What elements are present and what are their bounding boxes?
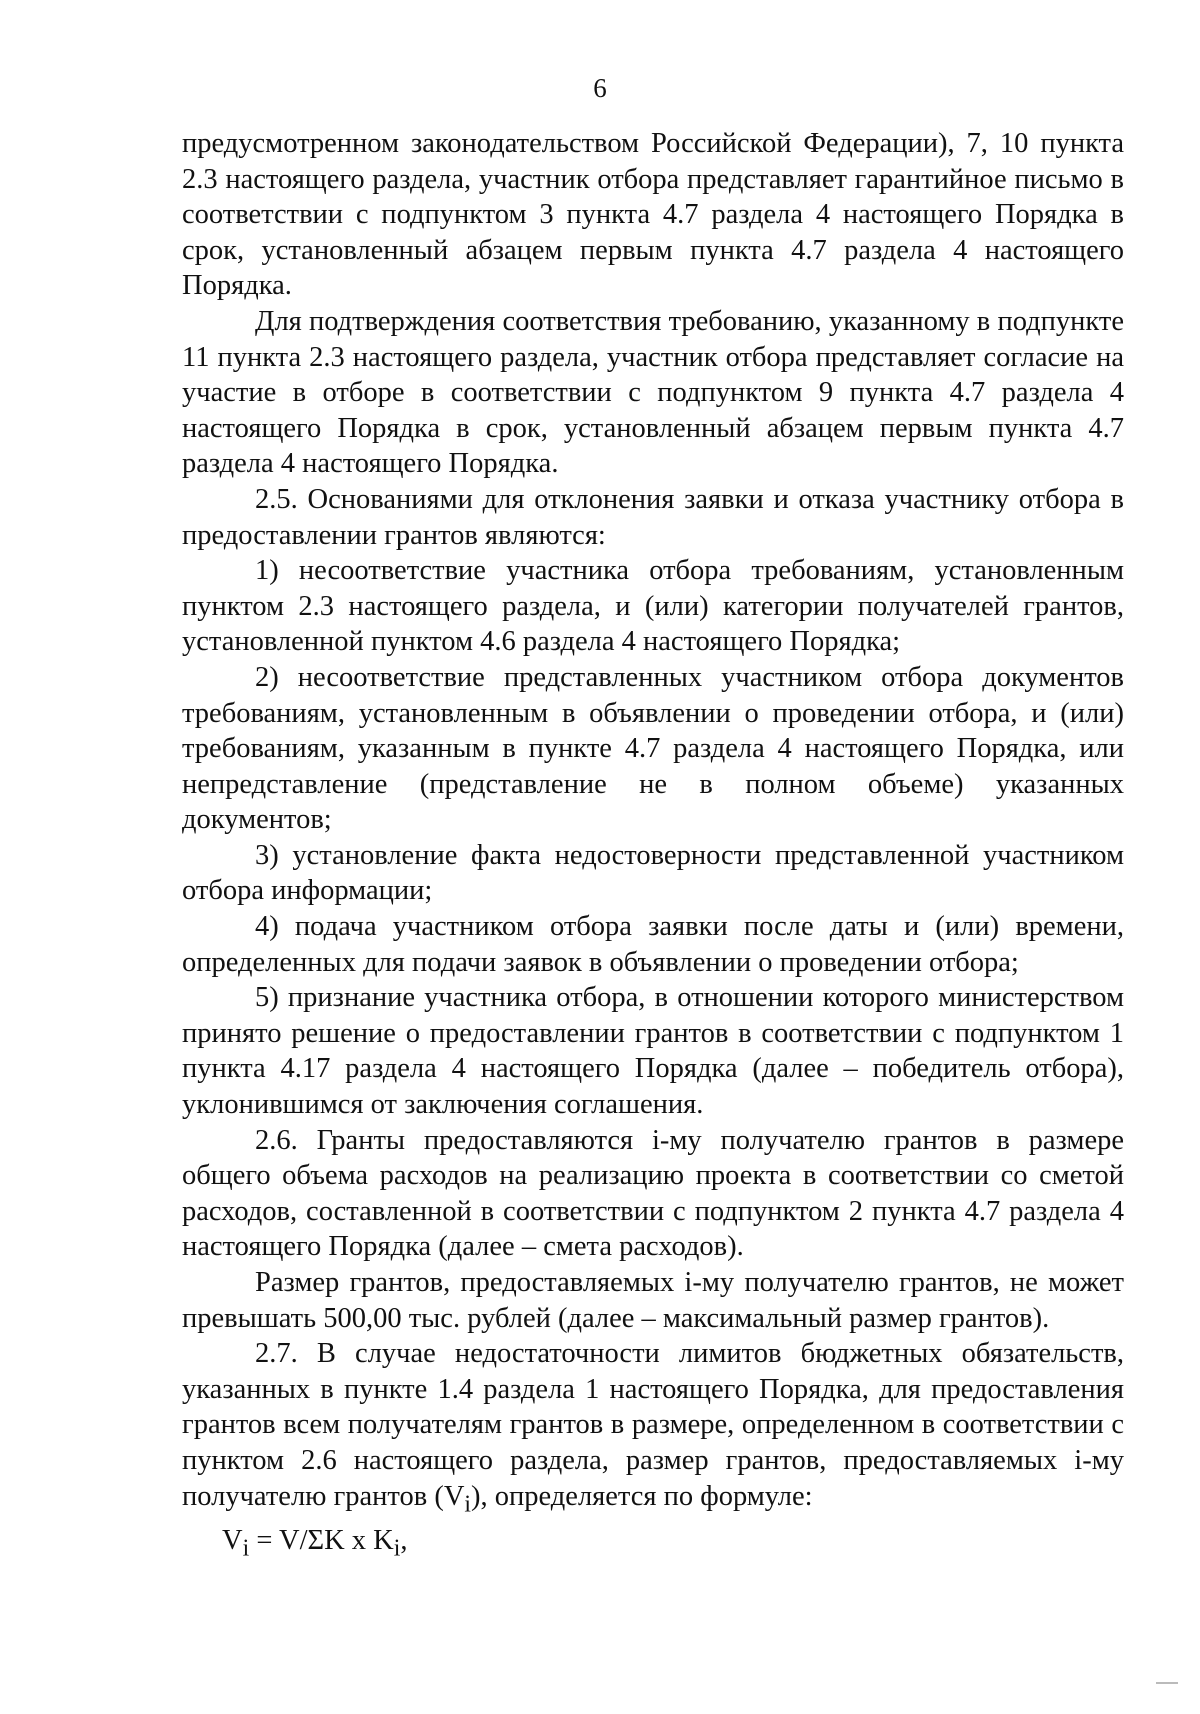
paragraph-2-6: 2.6. Гранты предоставляются i-му получателю грантов в размере общего объема расходов на реализацию проекта в соответствии со сметой расходов, составленной в соответствии с подпунктом 2 пункта 4.7 раздела 4 настоящего Порядка (далее – смета расходов). xyxy=(182,1124,1124,1263)
paragraph-2-7-tail: ), определяется по формуле: xyxy=(471,1480,813,1512)
paragraph-2-5: 2.5. Основаниями для отклонения заявки и отказа участнику отбора в предоставлении грантов являются: xyxy=(182,483,1124,551)
subscript-i: i xyxy=(464,1491,472,1518)
list-item-2: 2) несоответствие представленных участником отбора документов требованиям, установленным в объявлении о проведении отбора, и (или) требованиям, указанным в пункте 4.7 раздела 4 настоящего Порядка, или непредставление (представление не в полном объеме) указанных документов; xyxy=(182,661,1124,836)
formula-v-subscript: i xyxy=(242,1535,250,1562)
scan-edge-mark xyxy=(1156,1682,1178,1684)
paragraph-2-7-text: 2.7. В случае недостаточности лимитов бюджетных обязательств, указанных в пункте 1.4 раздела 1 настоящего Порядка, для предоставления грантов всем получателям грантов в размере, определенном в соответствии с пунктом 2.6 настоящего раздела, размер грантов, предоставляемых i-му получателю грантов (V xyxy=(182,1338,1124,1512)
list-item-3: 3) установление факта недостоверности представленной участником отбора информации; xyxy=(182,839,1124,907)
formula-k-subscript: i xyxy=(393,1535,401,1562)
document-body xyxy=(182,126,1124,1567)
grant-formula xyxy=(182,1523,1124,1567)
list-item-5: 5) признание участника отбора, в отношении которого министерством принято решение о предоставлении грантов в соответствии с подпунктом 1 пункта 4.17 раздела 4 настоящего Порядка (далее – победитель отбора), уклонившимся от заключения соглашения. xyxy=(182,982,1124,1121)
paragraph-continuation: предусмотренном законодательством Российской Федерации), 7, 10 пункта 2.3 настоящего раздела, участник отбора представляет гарантийное письмо в соответствии с подпунктом 3 пункта 4.7 раздела 4 настоящего Порядка в срок, установленный абзацем первым пункта 4.7 раздела 4 настоящего Порядка. xyxy=(182,128,1124,302)
formula-end: , xyxy=(400,1524,408,1556)
formula-middle: = V/ΣK x K xyxy=(249,1524,394,1556)
page-number: 6 xyxy=(593,73,607,103)
paragraph-2-7 xyxy=(182,1336,1124,1523)
list-item-1: 1) несоответствие участника отбора требованиям, установленным пунктом 2.3 настоящего раздела, и (или) категории получателей грантов, установленной пунктом 4.6 раздела 4 настоящего Порядка; xyxy=(182,555,1124,658)
paragraph-consent: Для подтверждения соответствия требованию, указанному в подпункте 11 пункта 2.3 настоящего раздела, участник отбора представляет согласие на участие в отборе в соответствии с подпунктом 9 пункта 4.7 раздела 4 настоящего Порядка в срок, установленный абзацем первым пункта 4.7 раздела 4 настоящего Порядка. xyxy=(182,305,1124,480)
formula-v: V xyxy=(222,1524,243,1556)
list-item-4: 4) подача участником отбора заявки после даты и (или) времени, определенных для подачи заявок в объявлении о проведении отбора; xyxy=(182,911,1124,978)
paragraph-max-grant: Размер грантов, предоставляемых i-му получателю грантов, не может превышать 500,00 тыс. рублей (далее – максимальный размер грантов). xyxy=(182,1267,1124,1334)
